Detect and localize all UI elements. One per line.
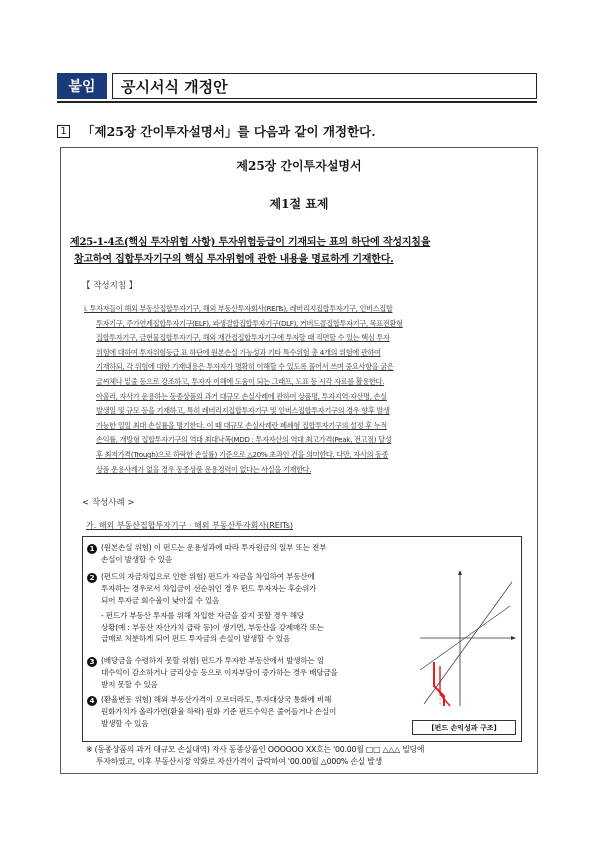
section-title: 제1절 표제: [269, 197, 329, 211]
guide-line: 집합투자기구, 금현물집합투자기구, 해외 재간접집합투자기구에 투자할 때 직면할 수 있는 핵심 투자: [96, 333, 390, 343]
risk-line: 원화가치가 올라가면(환율 하락) 원화 기준 펀드수익은 줄어들거나 손실이: [101, 707, 337, 716]
risk-item: [87, 694, 336, 729]
risk-line: (펀드의 자금차입으로 인한 위험) 펀드가 자금을 차입하여 부동산에: [101, 572, 315, 581]
header-title: 공시서식 개정안: [112, 73, 537, 99]
note-line: ※ (동종상품의 과거 대규모 손실내역) 자사 동종상품인 OOOOOO XX호는 '00.00월 □□ △△△ 빌딩에: [86, 745, 425, 754]
guide-line: i. 투자자들이 해외 부동산집합투자기구, 해외 부동산투자회사(REITs), 레버리지집합투자기구, 인버스집합: [84, 304, 393, 313]
risk-line: 손실이 발생할 수 있음: [101, 555, 172, 564]
risk-number: 3: [87, 657, 97, 667]
risk-item: [87, 542, 326, 566]
guide-line: 상품 운용사례가 없을 경우 동종상품 운용경력이 없다는 사실을 기재한다.: [96, 464, 312, 474]
guide-text: [84, 302, 526, 477]
risk-item: [87, 571, 316, 606]
attachment-tag: 붙임: [57, 73, 107, 99]
guide-line: 손익률, 개방형 집합투자기구의 역대 최대낙폭(MDD : 투자자산의 역대 최고가격(Peak, 전고점) 달성: [96, 435, 392, 445]
diagram-arrow-icon: [511, 636, 516, 640]
risk-item: [87, 655, 338, 690]
header-divider: [57, 101, 537, 103]
guide-line: 위험에 대하여 투자위험등급 표 하단에 원본손실 가능성과 기타 특수위험 총 4개의 위험에 관하여: [96, 347, 381, 357]
risk-line: (환율변동 위험) 해외 부동산가격이 오르더라도, 투자대상국 통화에 비해: [101, 695, 332, 704]
article-line: 제25-1-4조(핵심 투자위험 사항) 투자위험등급이 기재되는 표의 하단에 작성지침을: [70, 237, 431, 248]
risk-line: 되어 투자금 회수율이 낮아질 수 있음: [101, 595, 220, 605]
risk-line: 투자하는 경우로서 차입금이 선순위인 경우 펀드 투자자는 후순위가: [101, 584, 317, 593]
announcement-number: 1: [57, 125, 70, 138]
guide-line: 기재하되, 각 위험에 대한 기재내용은 투자자가 명확히 이해할 수 있도록 풀어서 쓰며 중요사항을 굵은: [96, 362, 394, 372]
risk-subitem: [87, 610, 324, 645]
announcement: [57, 122, 547, 140]
guide-line: 가능한 일일 최대 손실률을 명기한다. 이 때 대규모 손실사례란 폐쇄형 집합투자기구의 설정 후 누적: [96, 420, 387, 430]
chapter-title: 제25장 간이투자설명서: [236, 159, 362, 173]
diagram-payoff-line: [434, 662, 444, 706]
note-line: 투자하였고, 이후 부동산시장 악화로 자산가격이 급락하여 '00.00월 △000% 손실 발생: [96, 756, 382, 766]
guide-line: 아울러, 자사가 운용하는 동종상품의 과거 대규모 손실사례에 관하여 상품명, 투자지역·자산명, 손실: [96, 391, 387, 401]
example-heading: 가. 해외 부동산집합투자기구 · 해외 부동산투자회사(REITs): [86, 521, 294, 530]
risk-number: 4: [87, 696, 97, 706]
risk-line: (원본손실 위험) 이 펀드는 운용성과에 따라 투자원금의 일부 또는 전부: [101, 543, 327, 552]
risk-line: 대수익이 감소하거나 금리상승 등으로 이자부담이 증가하는 경우 배당금을: [101, 668, 338, 677]
header-bar: [57, 73, 537, 99]
article-text: [70, 234, 530, 268]
payoff-structure-diagram: [420, 566, 520, 716]
article-line: 참고하여 집합투자기구의 핵심 투자위험에 관한 내용을 명료하게 기재한다.: [74, 254, 394, 265]
risk-line: 상황(예 : 부동산 자산가치 급락 등)이 생기면, 부동산을 강제매각 또는: [101, 622, 324, 632]
risk-line: - 펀드가 부동산 투자를 위해 차입한 자금을 갚지 못할 경우 해당: [101, 611, 305, 620]
risk-line: 급매로 처분하게 되어 펀드 투자금의 손실이 발생할 수 있음: [101, 634, 290, 644]
risk-line: 발생할 수 있음: [101, 718, 149, 728]
guide-label: 【 작성지침 】: [82, 281, 138, 291]
announcement-text: 「제25장 간이투자설명서」를 다음과 같이 개정한다.: [82, 124, 376, 139]
diagram-line: [424, 582, 512, 704]
risk-line: (배당금을 수령하지 못할 위험) 펀드가 투자한 부동산에서 발생하는 임: [101, 656, 325, 665]
diagram-caption: [펀드 손익성과 구조]: [412, 720, 516, 735]
diagram-arrow-icon: [458, 570, 462, 575]
example-label: < 작성사례 >: [82, 498, 135, 508]
risk-line: 받지 못할 수 있음: [101, 679, 158, 689]
guide-line: 글씨체나 밑줄 등으로 강조하고, 투자자 이해에 도움이 되는 그래프, 도표 등 시각 자료를 활용한다.: [96, 376, 385, 386]
guide-line: 후 최저가격(Trough)으로 하락한 손실률) 기준으로 △20% 초과인 건을 의미한다. 다만, 자사의 동종: [96, 449, 389, 459]
risk-number: 1: [87, 544, 97, 554]
loss-history-note: [86, 744, 424, 767]
guide-line: 발생일 및 규모 등을 기재하고, 특히 레버리지집합투자기구 및 인버스집합투자기구의 경우 향후 발생: [96, 406, 390, 416]
diagram-payoff-line: [440, 666, 450, 706]
risk-number: 2: [87, 573, 97, 583]
guide-line: 투자기구, 주가연계집합투자기구(ELF), 파생결합집합투자기구(DLF), 커버드콜집합투자기구, 목표전환형: [96, 318, 403, 328]
